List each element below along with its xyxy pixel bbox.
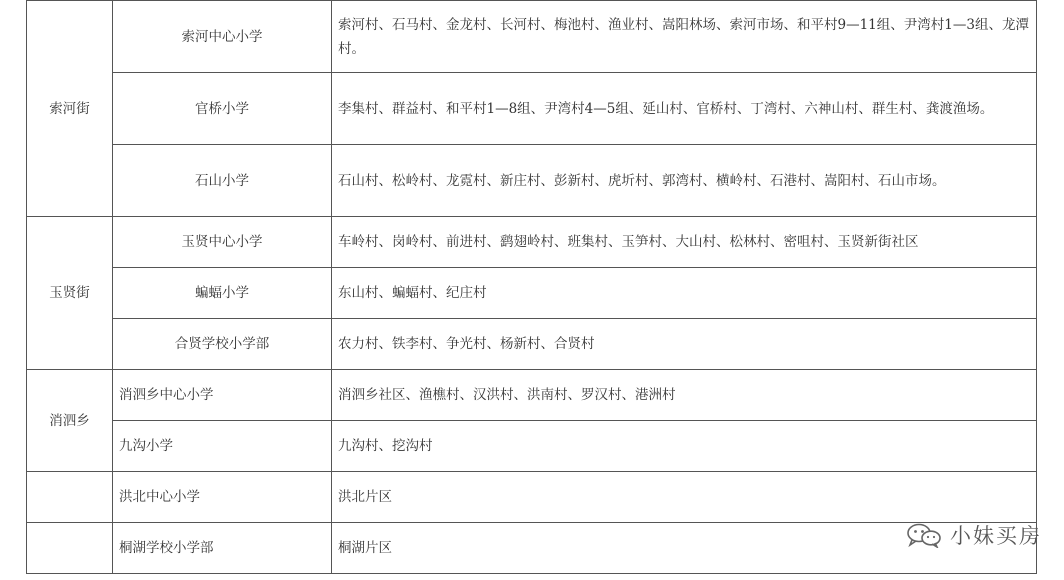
table-row [27, 268, 1037, 319]
school-cell: 官桥小学 [113, 73, 332, 145]
school-cell: 洪北中心小学 [113, 472, 332, 523]
area-cell: 索河村、石马村、金龙村、长河村、梅池村、渔业村、嵩阳林场、索河市场、和平村9—11组、尹湾村1—3组、龙潭村。 [332, 1, 1037, 73]
table-row [27, 217, 1037, 268]
area-cell: 九沟村、挖沟村 [332, 421, 1037, 472]
school-cell: 合贤学校小学部 [113, 319, 332, 370]
school-cell: 九沟小学 [113, 421, 332, 472]
watermark-text: 小妹买房 [950, 524, 1042, 548]
area-cell: 石山村、松岭村、龙霓村、新庄村、彭新村、虎圻村、郭湾村、横岭村、石港村、嵩阳村、石山市场。 [332, 145, 1037, 217]
school-cell: 索河中心小学 [113, 1, 332, 73]
area-cell: 桐湖片区 [332, 523, 1037, 574]
street-cell [27, 523, 113, 574]
school-cell: 蝙蝠小学 [113, 268, 332, 319]
street-cell: 索河街 [27, 1, 113, 217]
street-cell: 玉贤街 [27, 217, 113, 370]
school-district-table [26, 0, 1037, 574]
watermark [906, 520, 1042, 550]
school-cell: 石山小学 [113, 145, 332, 217]
table-row [27, 472, 1037, 523]
area-cell: 消泗乡社区、渔樵村、汉洪村、洪南村、罗汉村、港洲村 [332, 370, 1037, 421]
table-row [27, 523, 1037, 574]
table-row [27, 319, 1037, 370]
area-cell: 东山村、蝙蝠村、纪庄村 [332, 268, 1037, 319]
street-cell: 消泗乡 [27, 370, 113, 472]
table-row [27, 1, 1037, 73]
table-row [27, 370, 1037, 421]
school-cell: 玉贤中心小学 [113, 217, 332, 268]
table-row [27, 421, 1037, 472]
area-cell: 车岭村、岗岭村、前进村、鹞翅岭村、班集村、玉笋村、大山村、松林村、密咀村、玉贤新街社区 [332, 217, 1037, 268]
area-cell: 农力村、铁李村、争光村、杨新村、合贤村 [332, 319, 1037, 370]
area-cell: 洪北片区 [332, 472, 1037, 523]
street-cell [27, 472, 113, 523]
school-cell: 消泗乡中心小学 [113, 370, 332, 421]
table-row [27, 145, 1037, 217]
area-cell: 李集村、群益村、和平村1—8组、尹湾村4—5组、延山村、官桥村、丁湾村、六神山村、群生村、龚渡渔场。 [332, 73, 1037, 145]
wechat-icon [906, 522, 942, 548]
school-cell: 桐湖学校小学部 [113, 523, 332, 574]
table-row [27, 73, 1037, 145]
